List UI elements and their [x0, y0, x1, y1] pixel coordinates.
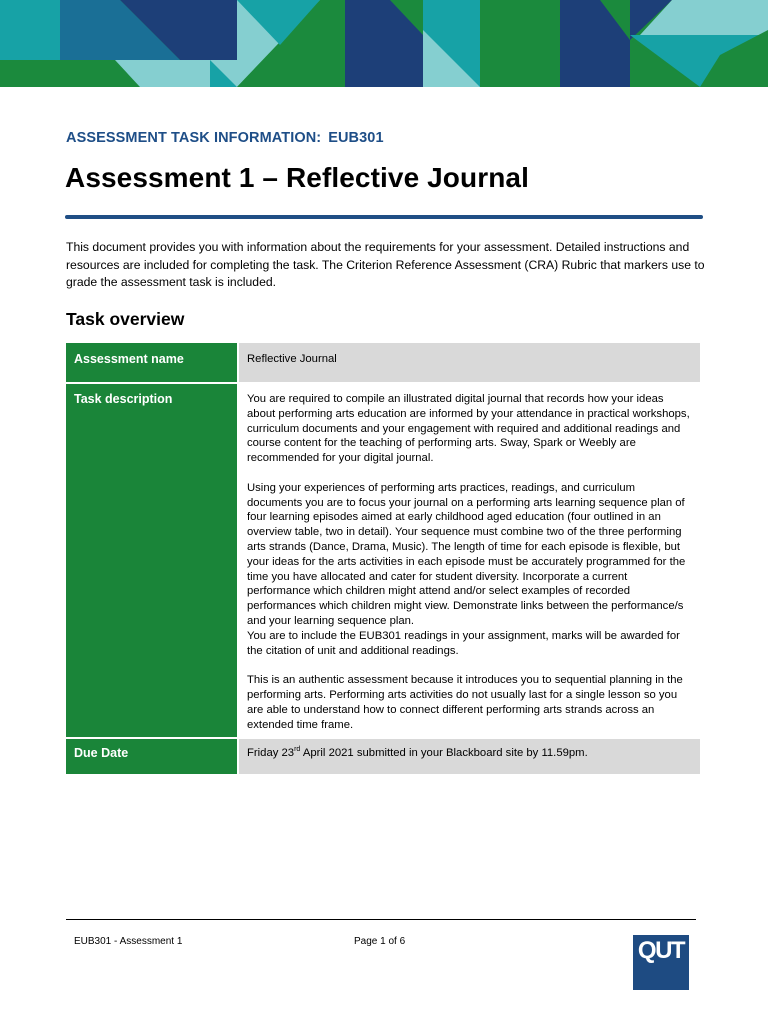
due-date-ordinal: rd — [294, 746, 301, 754]
page-title: Assessment 1 – Reflective Journal — [65, 162, 529, 193]
section-heading-task-overview: Task overview — [66, 309, 185, 329]
task-description-paragraph-3: You are to include the EUB301 readings in your assignment, marks will be awarded for the citation of unit and additional readings. — [247, 629, 680, 657]
table-row — [66, 383, 700, 738]
title-divider — [65, 215, 703, 219]
footer-divider — [66, 919, 696, 920]
qut-logo — [633, 935, 689, 990]
assessment-task-subtitle — [66, 130, 384, 146]
task-overview-table — [66, 343, 700, 776]
subtitle-prefix: ASSESSMENT TASK INFORMATION: — [66, 130, 322, 146]
due-date-day: Friday 23 — [247, 747, 295, 760]
table-row — [66, 343, 700, 383]
unit-code: EUB301 — [328, 130, 384, 146]
task-description-label: Task description — [66, 383, 238, 738]
footer-page-number: Page 1 of 6 — [354, 936, 406, 947]
footer-unit-label: EUB301 - Assessment 1 — [74, 936, 183, 947]
task-description-paragraph-4: This is an authentic assessment because it introduces you to sequential planning in the performing arts. Performing arts activities do not usually last for a single lesson so you are able to understand how to connect different performing arts strands across an extended time frame. — [247, 674, 683, 731]
intro-paragraph: This document provides you with information about the requirements for your assessment. Detailed instructions and resources are included for completing the task. The Criterion Reference Assessment (CRA) Rubric that markers use to grade the assessment task is included. — [66, 240, 705, 290]
decorative-banner — [0, 0, 768, 87]
task-description-paragraph-2: Using your experiences of performing arts practices, readings, and curriculum documents you are to focus your journal on a performing arts learning sequence plan of four learning episodes aimed at early childhood aged education (four outlined in an overview table, two in detail). Your sequence must combine two of the three performing arts strands (Dance, Drama, Music). The length of time for each episode is flexible, but your ideas for the arts activities in each episode must be accurately programmed for the time you have allocated and cater for student diversity. Incorporate a current performance which children might attend and/or select examples of recorded performances which children might view. Demonstrate links between the performance/s and your learning sequence plan. — [247, 481, 686, 627]
due-date-value — [238, 738, 700, 775]
assessment-name-label: Assessment name — [66, 343, 238, 383]
task-description-paragraph-1: You are required to compile an illustrated digital journal that records how your ideas about performing arts education are informed by your attendance in practical workshops, curriculum documents and your engagement with required and additional readings and course content for the teaching of performing arts. Sway, Spark or Weebly are recommended for your digital journal. — [247, 393, 690, 465]
due-date-rest: April 2021 submitted in your Blackboard site by 11.59pm. — [300, 747, 588, 760]
table-row — [66, 738, 700, 775]
task-description-value — [238, 383, 700, 738]
due-date-label: Due Date — [66, 738, 238, 775]
qut-logo-text: QUT — [637, 937, 685, 964]
assessment-name-value: Reflective Journal — [238, 343, 700, 383]
